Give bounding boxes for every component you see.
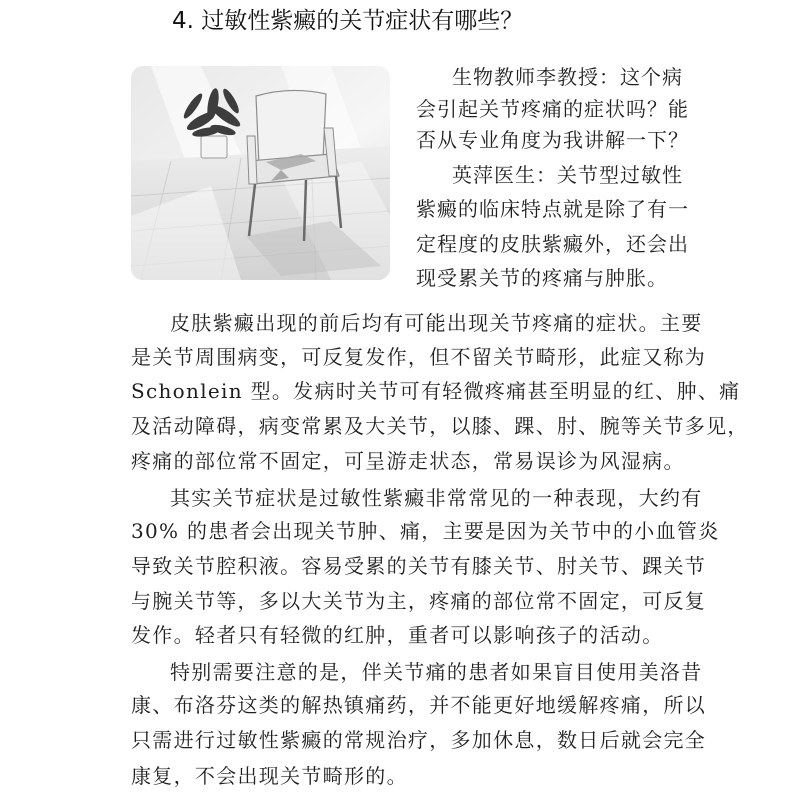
body-text-line: 康复，不会出现关节畸形的。: [131, 764, 408, 788]
body-text-line: 及活动障碍，病变常累及大关节，以膝、踝、肘、腕等关节多见，: [131, 414, 749, 438]
chair-and-plant-photo: [131, 66, 390, 280]
body-text-line: 是关节周围病变，可反复发作，但不留关节畸形，此症又称为: [131, 345, 707, 369]
side-text-line: 紫癜的临床特点就是除了有一: [416, 197, 689, 221]
side-text-line: 英萍医生：关节型过敏性: [452, 163, 683, 187]
body-text-line: 疼痛的部位常不固定，可呈游走状态，常易误诊为风湿病。: [131, 449, 685, 473]
side-text-line: 否从专业角度为我讲解一下？: [416, 128, 689, 152]
body-text-line: 其实关节症状是过敏性紫癜非常常见的一种表现，大约有: [170, 486, 703, 510]
body-text-line: 只需进行过敏性紫癜的常规治疗，多加休息，数日后就会完全: [131, 728, 707, 752]
body-text-line: 30% 的患者会出现关节肿、痛，主要是因为关节中的小血管炎: [131, 519, 720, 543]
side-text-line: 生物教师李教授：这个病: [452, 65, 683, 89]
side-text-line: 现受累关节的疼痛与肿胀。: [416, 266, 668, 290]
side-text-line: 定程度的皮肤紫癜外，还会出: [416, 232, 689, 256]
body-text-line: 与腕关节等，多以大关节为主，疼痛的部位常不固定，可反复: [131, 589, 707, 613]
body-text-line: Schonlein 型。发病时关节可有轻微疼痛甚至明显的红、肿、痛: [131, 379, 741, 403]
side-text-line: 会引起关节疼痛的症状吗？能: [416, 97, 689, 121]
body-text-line: 康、布洛芬这类的解热镇痛药，并不能更好地缓解疼痛，所以: [131, 693, 707, 717]
body-text-line: 特别需要注意的是，伴关节痛的患者如果盲目使用美洛昔: [170, 660, 703, 684]
body-text-line: 发作。轻者只有轻微的红肿，重者可以影响孩子的活动。: [131, 623, 664, 647]
section-heading: 4. 过敏性紫癜的关节症状有哪些？: [172, 8, 524, 34]
body-text-line: 皮肤紫癜出现的前后均有可能出现关节疼痛的症状。主要: [170, 311, 703, 335]
body-text-line: 导致关节腔积液。容易受累的关节有膝关节、肘关节、踝关节: [131, 554, 707, 578]
